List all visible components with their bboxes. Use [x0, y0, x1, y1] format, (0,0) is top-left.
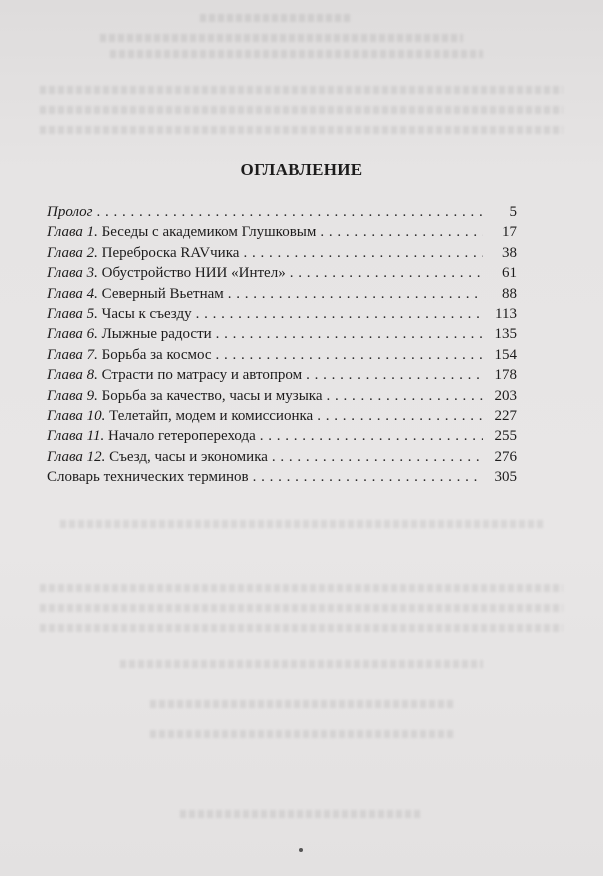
toc-entry[interactable]	[47, 263, 517, 283]
chapter-title: Борьба за космос	[101, 346, 212, 363]
toc-title: ОГЛАВЛЕНИЕ	[240, 160, 363, 179]
chapter-title: Беседы с академиком Глушковым	[101, 224, 317, 241]
page-number: 88	[502, 285, 517, 302]
toc-entry-text	[47, 263, 286, 283]
page-number: 5	[509, 204, 517, 220]
chapter-title: Телетайп, модем и комиссионка	[109, 407, 314, 424]
chapter-label: Глава 1.	[47, 224, 98, 241]
show-through-line	[120, 660, 483, 668]
show-through-line	[40, 584, 563, 592]
chapter-title: Лыжные радости	[101, 326, 212, 343]
toc-entry-text	[47, 202, 93, 222]
toc-entry[interactable]	[47, 324, 517, 344]
show-through-line	[40, 126, 563, 134]
page-number: 38	[502, 244, 517, 261]
chapter-label: Глава 2.	[47, 244, 98, 261]
show-through-line	[200, 14, 353, 22]
toc-entry[interactable]	[47, 447, 517, 467]
toc-entry[interactable]	[47, 467, 517, 487]
toc-entry-text	[47, 324, 212, 344]
toc-entry[interactable]	[47, 222, 517, 242]
page-number: 135	[494, 326, 517, 343]
toc-entry[interactable]	[47, 386, 517, 406]
chapter-label: Глава 10.	[47, 407, 106, 424]
toc-entry[interactable]	[47, 304, 517, 324]
chapter-label: Глава 4.	[47, 285, 98, 302]
show-through-line	[40, 624, 563, 632]
page-number: 203	[494, 387, 517, 404]
dot-leader	[290, 263, 483, 283]
toc-entry-text	[47, 406, 313, 426]
toc-entry-text	[47, 365, 302, 385]
chapter-label: Глава 12.	[47, 448, 106, 465]
show-through-line	[100, 34, 463, 42]
dot-leader	[243, 243, 483, 263]
dot-leader	[196, 304, 483, 324]
toc-entry-text	[47, 467, 249, 487]
dot-leader	[228, 284, 483, 304]
table-of-contents	[47, 202, 517, 487]
chapter-label: Глава 6.	[47, 326, 98, 343]
page-number: 276	[494, 448, 517, 465]
chapter-label: Глава 7.	[47, 346, 98, 363]
chapter-label: Глава 8.	[47, 367, 98, 384]
show-through-line	[40, 604, 563, 612]
page-number: 154	[494, 346, 517, 363]
chapter-title: Словарь технических терминов	[47, 469, 249, 486]
chapter-label: Глава 5.	[47, 305, 98, 322]
dot-leader	[216, 345, 483, 365]
show-through-line	[150, 700, 453, 708]
toc-entry-text	[47, 243, 239, 263]
page-number: 113	[495, 305, 517, 322]
show-through-line	[60, 520, 543, 528]
toc-entry-text	[47, 345, 212, 365]
chapter-label: Глава 3.	[47, 265, 98, 282]
show-through-line	[180, 810, 423, 818]
chapter-label: Пролог	[47, 204, 93, 220]
page-number: 227	[494, 407, 517, 424]
show-through-line	[40, 86, 563, 94]
chapter-title: Страсти по матрасу и автопром	[101, 367, 303, 384]
show-through-line	[40, 106, 563, 114]
page-number: 305	[494, 469, 517, 486]
dot-leader	[253, 467, 483, 487]
dot-leader	[320, 222, 483, 242]
chapter-title: Обустройство НИИ «Интел»	[101, 265, 286, 282]
chapter-title: Начало гетероперехода	[108, 428, 256, 445]
show-through-line	[110, 50, 483, 58]
page-number: 17	[502, 224, 517, 241]
toc-entry-text	[47, 304, 192, 324]
dot-leader	[317, 406, 483, 426]
chapter-title: Переброска RAVчика	[101, 244, 240, 261]
toc-entry[interactable]	[47, 426, 517, 446]
chapter-title: Часы к съезду	[101, 305, 192, 322]
toc-entry[interactable]	[47, 406, 517, 426]
page-number: 255	[494, 428, 517, 445]
page-number: 61	[502, 265, 517, 282]
dot-leader	[216, 324, 483, 344]
chapter-title: Северный Вьетнам	[101, 285, 224, 302]
page-number: 178	[494, 367, 517, 384]
toc-entry[interactable]	[47, 284, 517, 304]
toc-entry[interactable]	[47, 365, 517, 385]
toc-entry[interactable]	[47, 202, 517, 222]
toc-entry-text	[47, 284, 224, 304]
dot-leader	[260, 426, 483, 446]
chapter-title: Борьба за качество, часы и музыка	[101, 387, 323, 404]
toc-entry-text	[47, 386, 323, 406]
dot-leader	[306, 365, 483, 385]
toc-entry-text	[47, 447, 268, 467]
chapter-title: Съезд, часы и экономика	[109, 448, 268, 465]
toc-entry-text	[47, 426, 256, 446]
chapter-label: Глава 9.	[47, 387, 98, 404]
dot-leader	[272, 447, 483, 467]
chapter-label: Глава 11.	[47, 428, 105, 445]
toc-entry[interactable]	[47, 243, 517, 263]
toc-entry-text	[47, 222, 316, 242]
show-through-line	[150, 730, 453, 738]
print-mark	[299, 848, 303, 852]
dot-leader	[327, 386, 483, 406]
dot-leader	[97, 202, 483, 222]
toc-entry[interactable]	[47, 345, 517, 365]
